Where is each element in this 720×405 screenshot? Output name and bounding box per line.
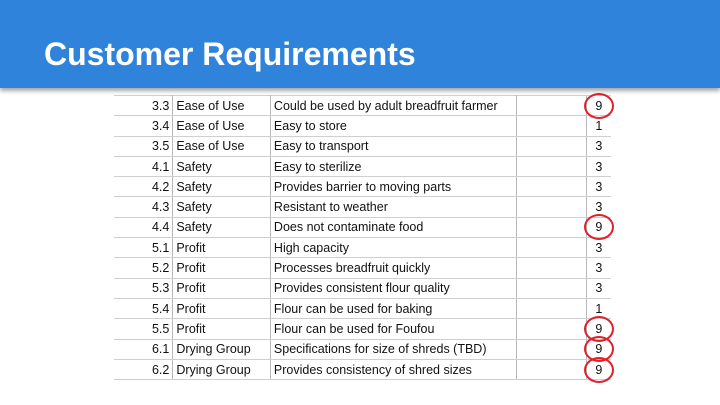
requirement-number: 4.1 bbox=[114, 156, 173, 176]
requirement-description: Does not contaminate food bbox=[270, 217, 516, 237]
requirement-weight: 9 bbox=[586, 217, 611, 237]
requirement-description: Easy to sterilize bbox=[270, 156, 516, 176]
requirement-number: 6.1 bbox=[114, 339, 173, 359]
table-row bbox=[114, 298, 611, 318]
requirement-weight: 3 bbox=[586, 177, 611, 197]
table-row bbox=[114, 258, 611, 278]
blank-cell bbox=[517, 217, 586, 237]
table-row bbox=[114, 177, 611, 197]
requirement-weight: 9 bbox=[586, 319, 611, 339]
requirement-description: High capacity bbox=[270, 238, 516, 258]
blank-cell bbox=[517, 258, 586, 278]
requirement-weight: 3 bbox=[586, 197, 611, 217]
requirement-description: Easy to transport bbox=[270, 136, 516, 156]
requirement-number: 5.4 bbox=[114, 298, 173, 318]
requirement-weight: 3 bbox=[586, 238, 611, 258]
table-row bbox=[114, 197, 611, 217]
requirement-weight: 1 bbox=[586, 116, 611, 136]
requirement-category: Profit bbox=[173, 278, 271, 298]
table-row bbox=[114, 217, 611, 237]
requirement-category: Profit bbox=[173, 238, 271, 258]
requirement-number: 5.3 bbox=[114, 278, 173, 298]
requirements-table-body bbox=[114, 96, 611, 380]
requirement-category: Drying Group bbox=[173, 359, 271, 379]
page-title: Customer Requirements bbox=[44, 36, 416, 72]
requirement-description: Specifications for size of shreds (TBD) bbox=[270, 339, 516, 359]
requirement-description: Provides consistent flour quality bbox=[270, 278, 516, 298]
requirement-category: Ease of Use bbox=[173, 136, 271, 156]
requirements-table bbox=[114, 95, 611, 380]
blank-cell bbox=[517, 359, 586, 379]
blank-cell bbox=[517, 116, 586, 136]
blank-cell bbox=[517, 339, 586, 359]
requirement-description: Easy to store bbox=[270, 116, 516, 136]
requirement-category: Profit bbox=[173, 319, 271, 339]
requirement-number: 4.4 bbox=[114, 217, 173, 237]
blank-cell bbox=[517, 278, 586, 298]
requirement-category: Profit bbox=[173, 298, 271, 318]
requirement-description: Could be used by adult breadfruit farmer bbox=[270, 96, 516, 116]
requirement-weight: 9 bbox=[586, 96, 611, 116]
requirement-number: 3.3 bbox=[114, 96, 173, 116]
table-row bbox=[114, 136, 611, 156]
blank-cell bbox=[517, 319, 586, 339]
requirement-number: 5.1 bbox=[114, 238, 173, 258]
blank-cell bbox=[517, 298, 586, 318]
blank-cell bbox=[517, 177, 586, 197]
requirement-category: Ease of Use bbox=[173, 96, 271, 116]
table-row bbox=[114, 96, 611, 116]
requirement-number: 4.3 bbox=[114, 197, 173, 217]
requirement-number: 6.2 bbox=[114, 359, 173, 379]
blank-cell bbox=[517, 197, 586, 217]
requirement-number: 5.2 bbox=[114, 258, 173, 278]
table-row bbox=[114, 339, 611, 359]
requirement-number: 5.5 bbox=[114, 319, 173, 339]
requirement-weight: 9 bbox=[586, 359, 611, 379]
requirement-weight: 1 bbox=[586, 298, 611, 318]
requirement-weight: 3 bbox=[586, 136, 611, 156]
table-row bbox=[114, 359, 611, 379]
requirement-weight: 3 bbox=[586, 156, 611, 176]
requirement-weight: 3 bbox=[586, 278, 611, 298]
requirement-description: Provides consistency of shred sizes bbox=[270, 359, 516, 379]
blank-cell bbox=[517, 136, 586, 156]
table-row bbox=[114, 278, 611, 298]
blank-cell bbox=[517, 238, 586, 258]
table-row bbox=[114, 319, 611, 339]
requirement-description: Processes breadfruit quickly bbox=[270, 258, 516, 278]
blank-cell bbox=[517, 156, 586, 176]
table-row bbox=[114, 156, 611, 176]
requirement-weight: 3 bbox=[586, 258, 611, 278]
requirement-category: Safety bbox=[173, 156, 271, 176]
requirement-description: Flour can be used for baking bbox=[270, 298, 516, 318]
requirement-description: Resistant to weather bbox=[270, 197, 516, 217]
requirement-category: Profit bbox=[173, 258, 271, 278]
requirement-number: 4.2 bbox=[114, 177, 173, 197]
requirement-category: Safety bbox=[173, 197, 271, 217]
requirement-category: Safety bbox=[173, 217, 271, 237]
requirement-category: Ease of Use bbox=[173, 116, 271, 136]
table-row bbox=[114, 116, 611, 136]
table-row bbox=[114, 238, 611, 258]
requirement-weight: 9 bbox=[586, 339, 611, 359]
requirement-category: Drying Group bbox=[173, 339, 271, 359]
requirement-category: Safety bbox=[173, 177, 271, 197]
requirement-description: Provides barrier to moving parts bbox=[270, 177, 516, 197]
blank-cell bbox=[517, 96, 586, 116]
requirement-description: Flour can be used for Foufou bbox=[270, 319, 516, 339]
title-bar bbox=[0, 0, 720, 88]
requirement-number: 3.5 bbox=[114, 136, 173, 156]
requirement-number: 3.4 bbox=[114, 116, 173, 136]
